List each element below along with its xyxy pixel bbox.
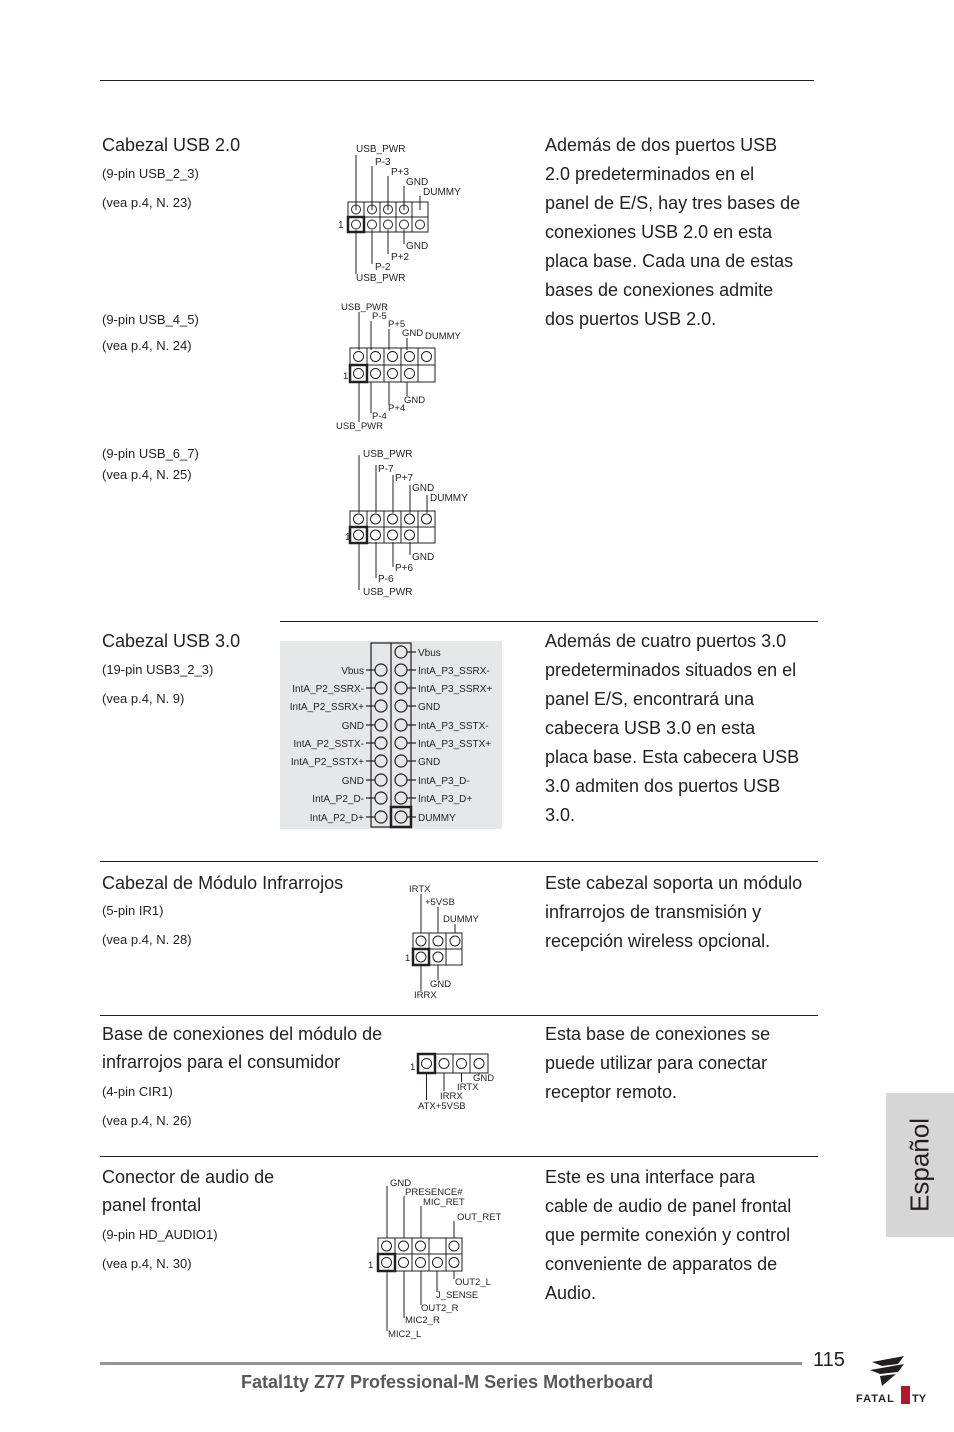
pin1-label: 1 xyxy=(345,532,351,543)
desc-line: Audio. xyxy=(545,1283,597,1303)
section-divider xyxy=(100,861,818,862)
cir-ref: (vea p.4, N. 26) xyxy=(102,1113,192,1128)
desc-line: cable de audio de panel frontal xyxy=(545,1196,792,1216)
diag-label: IntA_P2_SSRX- xyxy=(292,684,364,695)
diag-label: USB_PWR xyxy=(341,302,388,313)
usb2-3-ref: (vea p.4, N. 23) xyxy=(102,195,192,210)
desc-line: recepción wireless opcional. xyxy=(545,931,771,951)
diag-label: P+4 xyxy=(388,403,406,414)
desc-line: predeterminados situados en el xyxy=(545,660,797,680)
desc-line: conexiones USB 2.0 en esta xyxy=(545,222,773,242)
ir-title: Cabezal de Módulo Infrarrojos xyxy=(102,873,344,893)
desc-line: receptor remoto. xyxy=(545,1082,678,1102)
diag-label: GND xyxy=(473,1073,495,1084)
usb4-5-header-diagram xyxy=(330,298,480,438)
language-tab xyxy=(886,1093,954,1237)
diag-label: OUT2_R xyxy=(421,1303,459,1314)
usb2-3-pin: (9-pin USB_2_3) xyxy=(102,166,199,181)
diag-label: GND xyxy=(418,757,441,768)
desc-line: infrarrojos de transmisión y xyxy=(545,902,762,922)
ir-pin: (5-pin IR1) xyxy=(102,903,164,918)
diag-label: DUMMY xyxy=(423,187,461,198)
diag-label: P+6 xyxy=(395,563,414,574)
usb2-title: Cabezal USB 2.0 xyxy=(102,135,241,155)
desc-line: bases de conexiones admite xyxy=(545,280,774,300)
diag-label: USB_PWR xyxy=(363,587,413,598)
diag-label: GND xyxy=(418,702,441,713)
diag-label: Vbus xyxy=(418,648,441,659)
pin1-label: 1 xyxy=(405,953,411,964)
svg-text:FATAL: FATAL xyxy=(856,1393,895,1405)
diag-label: DUMMY xyxy=(443,914,479,925)
desc-line: panel de E/S, hay tres bases de xyxy=(545,193,801,213)
desc-line: Este es una interface para xyxy=(545,1167,756,1187)
diag-label: GND xyxy=(341,721,364,732)
diag-label: Vbus xyxy=(341,666,364,677)
diag-label: P+5 xyxy=(388,319,406,330)
diag-label: OUT2_L xyxy=(455,1277,491,1288)
desc-line: que permite conexión y control xyxy=(545,1225,791,1245)
ir-header-diagram xyxy=(400,880,495,1002)
audio-title xyxy=(102,1163,274,1219)
diag-label: P-7 xyxy=(378,464,394,475)
page-number: 115 xyxy=(813,1349,845,1371)
diag-label: DUMMY xyxy=(430,493,468,504)
section-divider xyxy=(280,621,818,622)
fatal1ty-logo xyxy=(852,1354,932,1406)
title-line: panel frontal xyxy=(102,1195,202,1215)
diag-label: P-6 xyxy=(378,574,394,585)
usb3-pin: (19-pin USB3_2_3) xyxy=(102,662,214,677)
footer-title: Fatal1ty Z77 Professional-M Series Motherboard xyxy=(241,1372,654,1392)
desc-line: Este cabezal soporta un módulo xyxy=(545,873,803,893)
language-tab-label: Español xyxy=(904,1118,935,1212)
diag-label: P+3 xyxy=(391,167,410,178)
hd-audio-header-diagram xyxy=(365,1174,515,1344)
diag-label: IRRX xyxy=(414,990,437,1001)
usb3-description xyxy=(545,627,825,830)
diag-label: GND xyxy=(402,328,424,339)
diag-label: IntA_P3_D+ xyxy=(418,794,473,805)
cir-description xyxy=(545,1020,825,1107)
usb2-description xyxy=(545,131,825,334)
top-rule xyxy=(100,80,814,81)
diag-label: P-2 xyxy=(375,262,391,273)
diag-label: IntA_P3_SSTX- xyxy=(418,721,489,732)
usb4-5-ref: (vea p.4, N. 24) xyxy=(102,338,192,353)
desc-line: conveniente de apparatos de xyxy=(545,1254,778,1274)
usb6-7-header-diagram xyxy=(340,445,480,600)
desc-line: 3.0. xyxy=(545,805,576,825)
diag-label: IntA_P2_D- xyxy=(312,794,364,805)
diag-label: GND xyxy=(390,1178,412,1189)
diag-label: P-4 xyxy=(372,411,387,422)
pin1-label: 1 xyxy=(368,1260,374,1271)
diag-label: MIC_RET xyxy=(423,1197,465,1208)
usb3-title: Cabezal USB 3.0 xyxy=(102,631,241,651)
diag-label: USB_PWR xyxy=(336,421,383,432)
usb6-7-ref: (vea p.4, N. 25) xyxy=(102,467,192,482)
diag-label: MIC2_L xyxy=(388,1329,422,1340)
diag-label: P-5 xyxy=(372,311,387,322)
title-line: Conector de audio de xyxy=(102,1167,275,1187)
desc-line: placa base. Esta cabecera USB xyxy=(545,747,800,767)
footer-rule xyxy=(100,1362,802,1365)
desc-line: Además de dos puertos USB xyxy=(545,135,778,155)
usb2-3-header-diagram xyxy=(330,140,480,290)
diag-label: OUT_RET xyxy=(457,1212,502,1223)
desc-line: Además de cuatro puertos 3.0 xyxy=(545,631,787,651)
diag-label: PRESENCE# xyxy=(405,1187,463,1198)
cir-header-diagram xyxy=(405,1048,505,1114)
svg-text:TY: TY xyxy=(912,1393,927,1405)
diag-label: GND xyxy=(341,776,364,787)
cir-pin: (4-pin CIR1) xyxy=(102,1084,173,1099)
diag-label: GND xyxy=(412,483,435,494)
ir-description xyxy=(545,869,825,956)
cir-title xyxy=(102,1020,382,1076)
desc-line: puede utilizar para conectar xyxy=(545,1053,768,1073)
diag-label: IntA_P2_SSRX+ xyxy=(289,702,364,713)
diag-label: P-3 xyxy=(375,157,391,168)
diag-label: GND xyxy=(406,241,429,252)
diag-label: DUMMY xyxy=(425,331,461,342)
ir-ref: (vea p.4, N. 28) xyxy=(102,932,192,947)
diag-label: USB_PWR xyxy=(356,273,406,284)
desc-line: Esta base de conexiones se xyxy=(545,1024,771,1044)
section-divider xyxy=(100,1156,818,1157)
section-divider xyxy=(100,1015,818,1016)
title-line: Base de conexiones del módulo de xyxy=(102,1024,383,1044)
diag-label: USB_PWR xyxy=(363,449,413,460)
diag-label: IntA_P2_SSTX- xyxy=(293,739,364,750)
desc-line: dos puertos USB 2.0. xyxy=(545,309,717,329)
diag-label: ATX+5VSB xyxy=(418,1101,466,1112)
diag-label: IntA_P3_SSRX- xyxy=(418,666,490,677)
pin1-label: 1 xyxy=(410,1062,416,1073)
diag-label: GND xyxy=(406,177,429,188)
diag-label: GND xyxy=(412,552,435,563)
diag-label: P+2 xyxy=(391,252,410,263)
diag-label: J_SENSE xyxy=(436,1290,479,1301)
desc-line: cabecera USB 3.0 en esta xyxy=(545,718,756,738)
usb6-7-pin: (9-pin USB_6_7) xyxy=(102,446,199,461)
usb3-header-diagram xyxy=(280,641,502,829)
diag-label: IRTX xyxy=(457,1082,479,1093)
desc-line: placa base. Cada una de estas xyxy=(545,251,794,271)
title-line: infrarrojos para el consumidor xyxy=(102,1052,341,1072)
diag-label: IntA_P2_SSTX+ xyxy=(290,757,364,768)
diag-label: IntA_P3_SSTX+ xyxy=(418,739,492,750)
diag-label: IntA_P3_D- xyxy=(418,776,470,787)
diag-label: P+7 xyxy=(395,473,414,484)
diag-label: DUMMY xyxy=(418,813,456,824)
audio-pin: (9-pin HD_AUDIO1) xyxy=(102,1227,218,1242)
desc-line: 2.0 predeterminados en el xyxy=(545,164,755,184)
diag-label: GND xyxy=(404,395,426,406)
usb4-5-pin: (9-pin USB_4_5) xyxy=(102,312,199,327)
audio-ref: (vea p.4, N. 30) xyxy=(102,1256,192,1271)
diag-label: IRRX xyxy=(440,1091,463,1102)
diag-label: USB_PWR xyxy=(356,144,406,155)
diag-label: IRTX xyxy=(409,884,431,895)
diag-label: MIC2_R xyxy=(405,1315,440,1326)
pin1-label: 1 xyxy=(343,371,349,382)
desc-line: 3.0 admiten dos puertos USB xyxy=(545,776,781,796)
diag-label: IntA_P3_SSRX+ xyxy=(418,684,493,695)
diag-label: +5VSB xyxy=(425,897,455,908)
audio-description xyxy=(545,1163,825,1308)
diag-label: GND xyxy=(430,979,452,990)
usb3-ref: (vea p.4, N. 9) xyxy=(102,691,185,706)
desc-line: panel E/S, encontrará una xyxy=(545,689,755,709)
diag-label: IntA_P2_D+ xyxy=(309,813,364,824)
pin1-label: 1 xyxy=(338,220,344,231)
